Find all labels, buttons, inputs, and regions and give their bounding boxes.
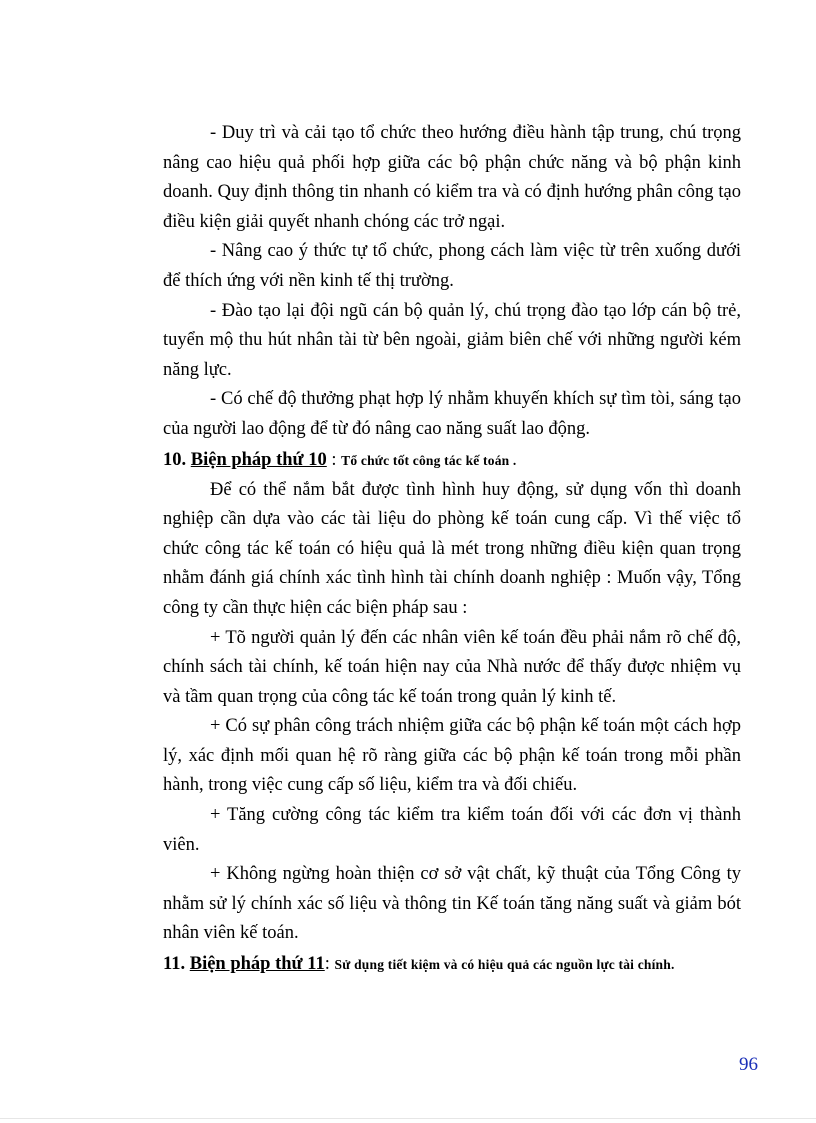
- paragraph-7: + Có sự phân công trách nhiệm giữa các bộ phận kế toán một cách hợp lý, xác định mối quan hệ rõ ràng giữa các bộ phận kế toán trong mỗi phần hành, trong việc cung cấp số liệu, kiểm tra và đối chiếu.: [163, 716, 741, 796]
- section-11-number: 11.: [163, 954, 186, 975]
- page-body: [163, 119, 741, 980]
- section-10-number: 10.: [163, 449, 187, 470]
- section-11-separator: :: [324, 954, 335, 975]
- section-10-label: Biện pháp thứ 10: [190, 449, 327, 470]
- section-10-separator: :: [326, 449, 342, 470]
- paragraph-9: + Không ngừng hoàn thiện cơ sở vật chất, kỹ thuật của Tổng Công ty nhằm sử lý chính xác số liệu và thông tin Kế toán tăng năng suất và giảm bót nhân viên kế toán.: [163, 864, 741, 944]
- paragraph-6: + Tõ người quản lý đến các nhân viên kế toán đều phải nắm rõ chế độ, chính sách tài chính, kế toán hiện nay của Nhà nước để thấy được nhiệm vụ và tầm quan trọng của công tác kế toán trong quản lý kinh tế.: [163, 627, 741, 707]
- section-10-heading: [163, 445, 741, 476]
- paragraph-5: Để có thể nắm bắt được tình hình huy động, sử dụng vốn thì doanh nghiệp cần dựa vào các tài liệu do phòng kế toán cung cấp. Vì thế việc tổ chức công tác kế toán có hiệu quả là mét trong những điều kiện quan trọng nhằm đánh giá chính xác tình hình tài chính doanh nghiệp : Muốn vậy, Tổng công ty cần thực hiện các biện pháp sau :: [163, 479, 741, 618]
- paragraph-3: - Đào tạo lại đội ngũ cán bộ quản lý, chú trọng đào tạo lớp cán bộ trẻ, tuyển mộ thu hút nhân tài từ bên ngoài, giảm biên chế với những người kém năng lực.: [163, 300, 741, 380]
- section-11-heading: [163, 949, 741, 980]
- section-11-label: Biện pháp thứ 11: [189, 954, 325, 975]
- page-number: 96: [739, 1054, 758, 1075]
- paragraph-2: - Nâng cao ý thức tự tổ chức, phong cách làm việc từ trên xuống dưới để thích ứng với nền kinh tế thị trường.: [163, 241, 741, 291]
- paragraph-8: + Tăng cường công tác kiểm tra kiểm toán đối với các đơn vị thành viên.: [163, 805, 741, 855]
- paragraph-1: - Duy trì và cải tạo tổ chức theo hướng điều hành tập trung, chú trọng nâng cao hiệu quả phối hợp giữa các bộ phận chức năng và bộ phận kinh doanh. Quy định thông tin nhanh có kiểm tra và có định hướng phân công tạo điều kiện giải quyết nhanh chóng các trở ngại.: [163, 123, 741, 232]
- page-bottom-divider: [0, 1118, 816, 1119]
- paragraph-4: - Có chế độ thưởng phạt hợp lý nhằm khuyến khích sự tìm tòi, sáng tạo của người lao động để từ đó nâng cao năng suất lao động.: [163, 389, 741, 439]
- section-10-title: Tổ chức tốt công tác kế toán .: [341, 452, 517, 468]
- section-11-title: Sử dụng tiết kiệm và có hiệu quả các nguồn lực tài chính.: [334, 957, 675, 973]
